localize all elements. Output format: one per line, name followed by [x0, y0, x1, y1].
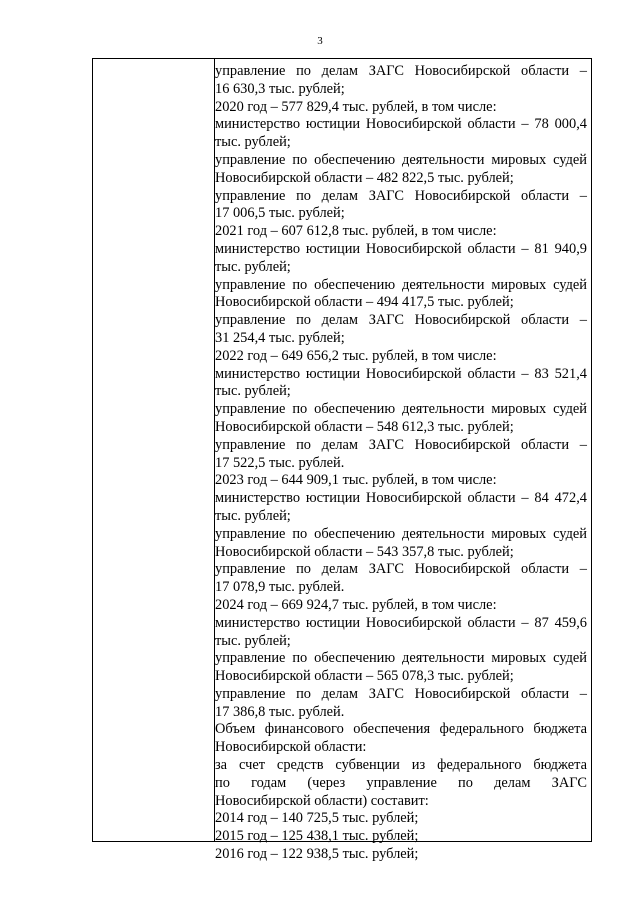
text-line: 17 006,5 тыс. рублей; [215, 205, 345, 222]
text-line: Объем финансового обеспечения федерального бюджета [215, 721, 587, 738]
text-line: 2020 год – 577 829,4 тыс. рублей, в том числе: [215, 98, 497, 115]
page-number: 3 [317, 35, 323, 47]
text-line: управление по делам ЗАГС Новосибирской области – [215, 685, 587, 702]
text-line: 17 522,5 тыс. рублей. [215, 454, 345, 471]
text-line: министерство юстиции Новосибирской области – 83 521,4 [215, 365, 587, 382]
text-line: тыс. рублей; [215, 507, 291, 524]
text-line: Новосибирской области – 543 357,8 тыс. рублей; [215, 543, 514, 560]
text-line: управление по обеспечению деятельности мировых судей [215, 151, 587, 168]
text-line: министерство юстиции Новосибирской области – 84 472,4 [215, 490, 587, 507]
text-line: Новосибирской области – 548 612,3 тыс. рублей; [215, 418, 514, 435]
text-line: 2022 год – 649 656,2 тыс. рублей, в том числе: [215, 347, 497, 364]
text-line: управление по делам ЗАГС Новосибирской области – [215, 561, 587, 578]
text-line: управление по обеспечению деятельности мировых судей [215, 525, 587, 542]
text-line: управление по делам ЗАГС Новосибирской области – [215, 312, 587, 329]
text-line: министерство юстиции Новосибирской области – 78 000,4 [215, 116, 587, 133]
text-line: 2024 год – 669 924,7 тыс. рублей, в том числе: [215, 596, 497, 613]
text-line: управление по делам ЗАГС Новосибирской области – [215, 63, 587, 79]
text-line: 2014 год – 140 725,5 тыс. рублей; [215, 810, 419, 827]
document-table [92, 58, 592, 863]
text-line: управление по делам ЗАГС Новосибирской области – [215, 187, 587, 204]
text-line: управление по обеспечению деятельности мировых судей [215, 276, 587, 293]
text-line: 31 254,4 тыс. рублей; [215, 329, 345, 346]
text-line: управление по делам ЗАГС Новосибирской области – [215, 436, 587, 453]
text-line: по годам (через управление по делам ЗАГС [215, 774, 587, 791]
text-line: 16 630,3 тыс. рублей; [215, 80, 345, 97]
text-line: министерство юстиции Новосибирской области – 81 940,9 [215, 240, 587, 257]
text-line: Новосибирской области: [215, 739, 367, 756]
text-line: управление по обеспечению деятельности мировых судей [215, 401, 587, 418]
text-line: 17 078,9 тыс. рублей. [215, 579, 345, 596]
text-line: Новосибирской области – 494 417,5 тыс. рублей; [215, 294, 514, 311]
text-line: Новосибирской области) составит: [215, 792, 429, 809]
text-line: 2016 год – 122 938,5 тыс. рублей; [215, 846, 419, 863]
text-line: тыс. рублей; [215, 134, 291, 151]
text-line: управление по обеспечению деятельности мировых судей [215, 650, 587, 667]
text-line: тыс. рублей; [215, 383, 291, 400]
text-line: 17 386,8 тыс. рублей. [215, 703, 345, 720]
table-right-cell [215, 63, 587, 864]
text-line: 2015 год – 125 438,1 тыс. рублей; [215, 828, 419, 845]
text-line: министерство юстиции Новосибирской области – 87 459,6 [215, 614, 587, 631]
table-left-cell [93, 59, 215, 841]
text-line: Новосибирской области – 565 078,3 тыс. рублей; [215, 668, 514, 685]
text-line: тыс. рублей; [215, 632, 291, 649]
text-line: Новосибирской области – 482 822,5 тыс. рублей; [215, 169, 514, 186]
text-line: 2023 год – 644 909,1 тыс. рублей, в том числе: [215, 472, 497, 489]
text-line: 2021 год – 607 612,8 тыс. рублей, в том числе: [215, 223, 497, 240]
text-line: тыс. рублей; [215, 258, 291, 275]
text-line: за счет средств субвенции из федерального бюджета [215, 757, 587, 774]
